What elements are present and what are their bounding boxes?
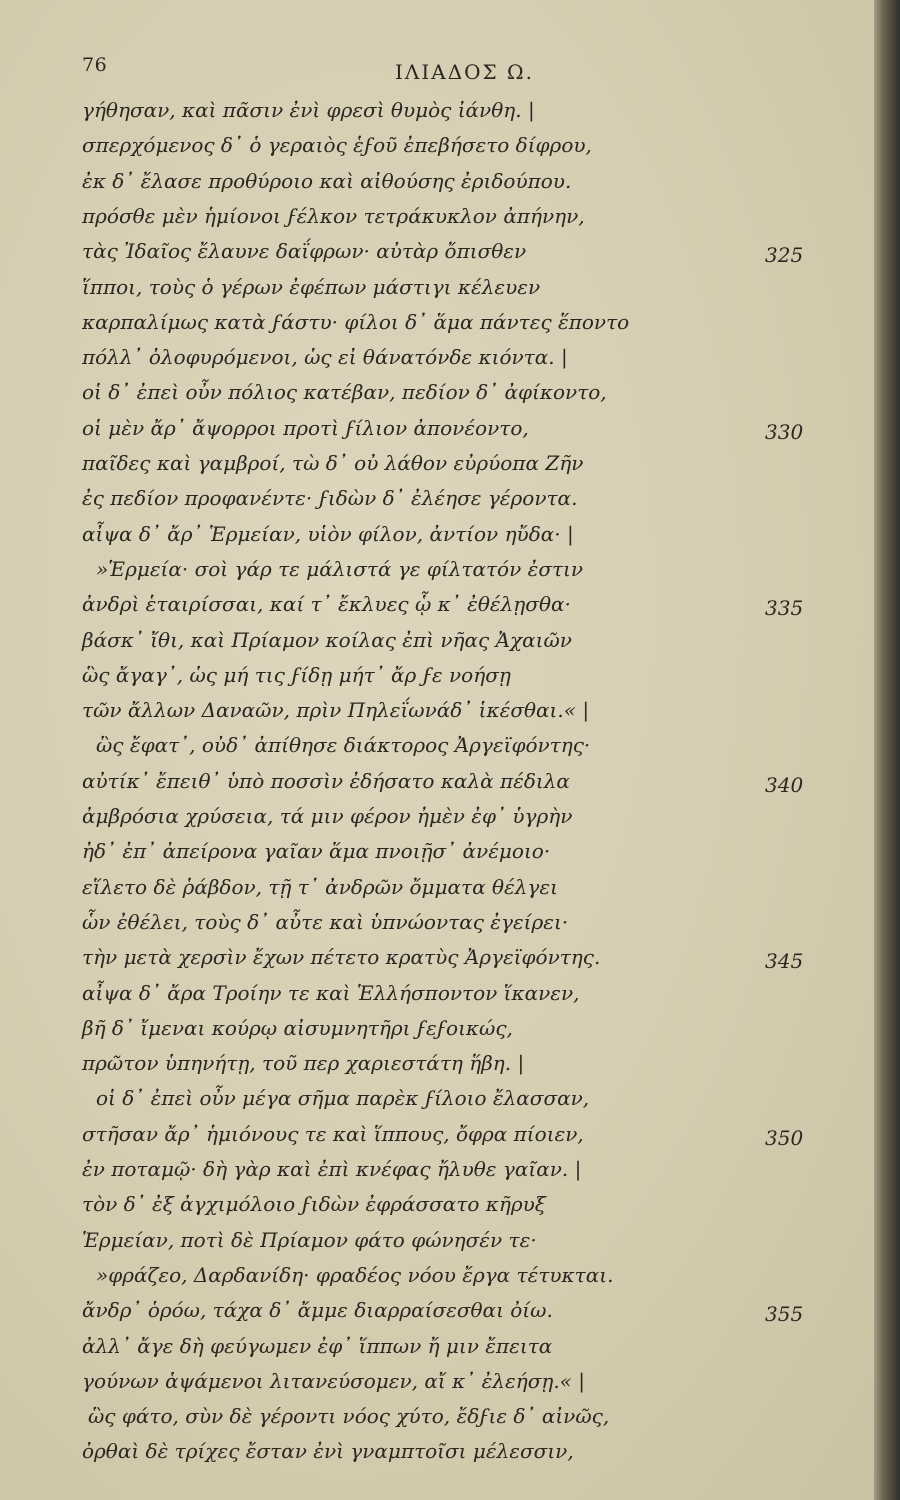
verse-text: τὴν μετὰ χερσὶν ἔχων πέτετο κρατὺς Ἀργεϊφόντης. <box>82 945 601 970</box>
verse-line <box>0 804 874 837</box>
book-binding-edge <box>874 0 900 1500</box>
verse-line <box>0 557 874 590</box>
verse-line <box>0 275 874 308</box>
verse-line <box>0 698 874 731</box>
verse-text: εἵλετο δὲ ῥάβδον, τῇ τ᾽ ἀνδρῶν ὄμματα θέλγει <box>82 874 558 899</box>
verse-line <box>0 1263 874 1296</box>
verse-line <box>0 1298 874 1331</box>
verse-text: ἐν ποταμῷ· δὴ γὰρ καὶ ἐπὶ κνέφας ἤλυθε γαῖαν. | <box>82 1157 582 1181</box>
verse-text: σπερχόμενος δ᾽ ὁ γεραιὸς ἑϝοῦ ἐπεβήσετο δίφρου, <box>82 133 592 158</box>
verse-text: ὣς ἔφατ᾽, οὐδ᾽ ἀπίθησε διάκτορος Ἀργεϊφόντης· <box>96 733 591 758</box>
verse-text: πόλλ᾽ ὀλοφυρόμενοι, ὡς εἰ θάνατόνδε κιόντα. | <box>82 345 568 370</box>
verse-text: ἀλλ᾽ ἄγε δὴ φεύγωμεν ἐφ᾽ ἵππων ἤ μιν ἔπειτα <box>82 1333 553 1358</box>
verse-line <box>0 239 874 272</box>
verse-line <box>0 310 874 343</box>
verse-line <box>0 522 874 555</box>
verse-line <box>0 769 874 802</box>
verse-text: πρόσθε μὲν ἡμίονοι ϝέλκον τετράκυκλον ἀπήνην, <box>82 203 585 228</box>
verse-text: ἐκ δ᾽ ἔλασε προθύροιο καὶ αἰθούσης ἐριδούπου. <box>82 168 572 193</box>
verse-line <box>0 345 874 378</box>
verse-text: παῖδες καὶ γαμβροί, τὼ δ᾽ οὐ λάθον εὐρύοπα Ζῆν <box>82 451 584 475</box>
verse-text: τὸν δ᾽ ἐξ ἀγχιμόλοιο ϝιδὼν ἐφράσσατο κῆρυξ <box>82 1192 546 1217</box>
verse-line <box>0 981 874 1014</box>
verse-text: αἶψα δ᾽ ἄρ᾽ Ἑρμείαν, υἱὸν φίλον, ἀντίον ηὔδα· | <box>82 521 574 546</box>
verse-line <box>0 628 874 661</box>
verse-line <box>0 380 874 413</box>
line-number: 335 <box>765 596 804 621</box>
verse-text: ἵπποι, τοὺς ὁ γέρων ἐφέπων μάστιγι κέλευεν <box>82 274 541 299</box>
line-number: 345 <box>765 949 804 974</box>
verse-line <box>0 1228 874 1261</box>
verse-text: οἱ μὲν ἄρ᾽ ἄψορροι προτὶ ϝίλιον ἀπονέοντο, <box>82 415 529 440</box>
verse-text: γήθησαν, καὶ πᾶσιν ἐνὶ φρεσὶ θυμὸς ἰάνθη. | <box>82 98 535 122</box>
verse-text: »φράζεο, Δαρδανίδη· φραδέος νόου ἔργα τέτυκται. <box>96 1262 614 1287</box>
verse-line <box>0 1404 874 1437</box>
verse-line <box>0 592 874 625</box>
line-number: 340 <box>765 772 804 797</box>
line-number: 330 <box>765 419 804 444</box>
verse-text: αὐτίκ᾽ ἔπειθ᾽ ὑπὸ ποσσὶν ἐδήσατο καλὰ πέδιλα <box>82 768 570 793</box>
verse-text: ἐς πεδίον προφανέντε· ϝιδὼν δ᾽ ἐλέησε γέροντα. <box>82 486 578 511</box>
verse-line <box>0 1016 874 1049</box>
verse-line <box>0 1157 874 1190</box>
verse-text: οἱ δ᾽ ἐπεὶ οὖν πόλιος κατέβαν, πεδίον δ᾽ ἀφίκοντο, <box>82 380 607 405</box>
verse-text: πρῶτον ὑπηνήτῃ, τοῦ περ χαριεστάτη ἥβη. | <box>82 1051 525 1076</box>
verse-line <box>0 945 874 978</box>
line-number: 355 <box>765 1302 804 1327</box>
verse-line <box>0 1369 874 1402</box>
verse-text: ἀμβρόσια χρύσεια, τά μιν φέρον ἠμὲν ἐφ᾽ ὑγρὴν <box>82 804 573 828</box>
line-number: 325 <box>765 243 804 268</box>
verse-line <box>0 416 874 449</box>
verse-text: ὣς ἄγαγ᾽, ὡς μή τις ϝίδῃ μήτ᾽ ἄρ ϝε νοήσῃ <box>82 662 511 687</box>
verse-text: οἱ δ᾽ ἐπεὶ οὖν μέγα σῆμα παρὲκ ϝίλοιο ἔλασσαν, <box>96 1086 590 1111</box>
verse-text: ἠδ᾽ ἐπ᾽ ἀπείρονα γαῖαν ἅμα πνοιῇσ᾽ ἀνέμοιο· <box>82 839 551 864</box>
verse-line <box>0 1192 874 1225</box>
verse-line <box>0 875 874 908</box>
verse-line <box>0 1439 874 1472</box>
verse-line <box>0 1051 874 1084</box>
verse-text: βάσκ᾽ ἴθι, καὶ Πρίαμον κοίλας ἐπὶ νῆας Ἀχαιῶν <box>82 627 572 652</box>
verse-text: τὰς Ἰδαῖος ἔλαυνε δαΐφρων· αὐτὰρ ὄπισθεν <box>82 239 527 264</box>
verse-text: ἀνδρὶ ἑταιρίσσαι, καί τ᾽ ἔκλυες ᾧ κ᾽ ἐθέλῃσθα· <box>82 592 571 617</box>
page-number: 76 <box>82 54 108 76</box>
verse-line <box>0 1334 874 1367</box>
verse-line <box>0 204 874 237</box>
verse-line <box>0 663 874 696</box>
verse-text: γούνων ἁψάμενοι λιτανεύσομεν, αἴ κ᾽ ἐλεήσῃ.« | <box>82 1368 586 1393</box>
verse-line <box>0 733 874 766</box>
verse-line <box>0 1086 874 1119</box>
verse-text: ὣς φάτο, σὺν δὲ γέροντι νόος χύτο, ἔδϝιε δ᾽ αἰνῶς, <box>88 1404 610 1429</box>
verse-text: ὀρθαὶ δὲ τρίχες ἔσταν ἐνὶ γναμπτοῖσι μέλεσσιν, <box>82 1439 574 1464</box>
verse-text: »Ἑρμεία· σοὶ γάρ τε μάλιστά γε φίλτατόν ἐστιν <box>96 556 584 581</box>
verse-line <box>0 910 874 943</box>
verse-text: ἄνδρ᾽ ὁρόω, τάχα δ᾽ ἄμμε διαρραίσεσθαι ὀίω. <box>82 1298 553 1323</box>
verse-line <box>0 169 874 202</box>
verse-text: τῶν ἄλλων Δαναῶν, πρὶν Πηλεΐωνάδ᾽ ἱκέσθαι.« | <box>82 698 590 723</box>
running-title: ΙΛΙΑΔΟΣ Ω. <box>395 60 534 84</box>
line-number: 350 <box>765 1125 804 1150</box>
verse-line <box>0 133 874 166</box>
verse-text: καρπαλίμως κατὰ ϝάστυ· φίλοι δ᾽ ἅμα πάντες ἕποντο <box>82 309 630 334</box>
verse-text: στῆσαν ἄρ᾽ ἡμιόνους τε καὶ ἵππους, ὄφρα πίοιεν, <box>82 1121 584 1146</box>
verse-text: Ἑρμείαν, ποτὶ δὲ Πρίαμον φάτο φώνησέν τε· <box>82 1227 537 1252</box>
verse-line <box>0 98 874 131</box>
verse-text: αἶψα δ᾽ ἄρα Τροίην τε καὶ Ἑλλήσποντον ἵκανεν, <box>82 980 580 1005</box>
verse-text: ὧν ἐθέλει, τοὺς δ᾽ αὖτε καὶ ὑπνώοντας ἐγείρει· <box>82 909 569 934</box>
verse-line <box>0 451 874 484</box>
verse-line <box>0 1122 874 1155</box>
verse-line <box>0 839 874 872</box>
verse-line <box>0 486 874 519</box>
verse-text: βῆ δ᾽ ἴμεναι κούρῳ αἰσυμνητῆρι ϝεϝοικώς, <box>82 1015 513 1040</box>
